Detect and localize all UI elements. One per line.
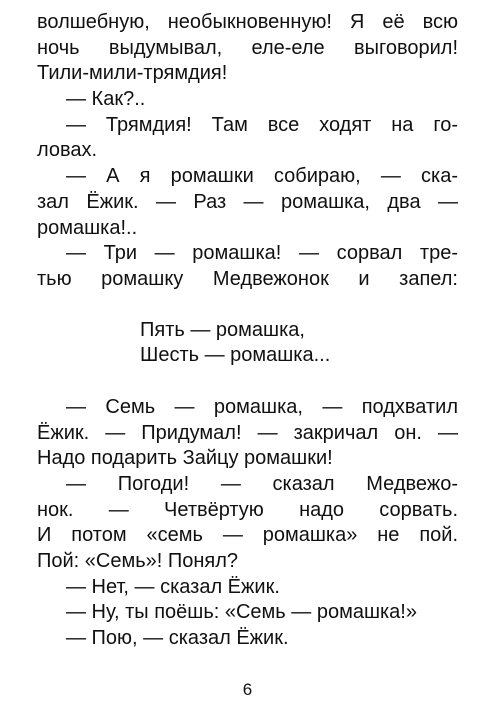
dialogue-line: — Семь — ромашка, — подхватил [66,395,458,418]
page-number: 6 [242,680,253,699]
text-line: Ёжик. — Придумал! — закричал он. — [37,421,458,444]
text-line: И потом «семь — ромашка» не пой. [37,524,458,547]
poem-line: Шесть — ромашка... [140,344,331,367]
text-line: ночь выдумывал, еле-еле выговорил! [37,36,458,59]
dialogue-line: — Трямдия! Там все ходят на го- [66,113,458,136]
dialogue-line: — Ну, ты поёшь: «Семь — ромашка!» [66,601,417,624]
dialogue-line: — Погоди! — сказал Медвежо- [66,473,458,495]
text-line: Надо подарить Зайцу ромашки! [37,447,333,470]
text-line: Пой: «Семь»! Понял? [37,550,239,573]
dialogue-line: — Пою, — сказал Ёжик. [66,627,289,650]
text-line: волшебную, необыкновенную! Я её всю [37,11,458,33]
page-text [37,10,458,652]
poem-line: Пять — ромашка, [140,318,305,341]
text-line: нок. — Четвёртую надо сорвать. [37,498,458,521]
dialogue-line: — Три — ромашка! — сорвал тре- [66,242,458,265]
text-line: зал Ёжик. — Раз — ромашка, два — [37,190,458,213]
text-line: Тили-мили-трямдия! [37,62,228,85]
dialogue-line: — Нет, — сказал Ёжик. [66,575,280,598]
text-line: тью ромашку Медвежонок и запел: [37,267,458,290]
dialogue-line: — А я ромашки собираю, — ска- [66,165,458,188]
text-line: ловах. [37,139,98,162]
text-line: ромашка!.. [37,216,138,239]
dialogue-line: — Как?.. [66,88,146,111]
